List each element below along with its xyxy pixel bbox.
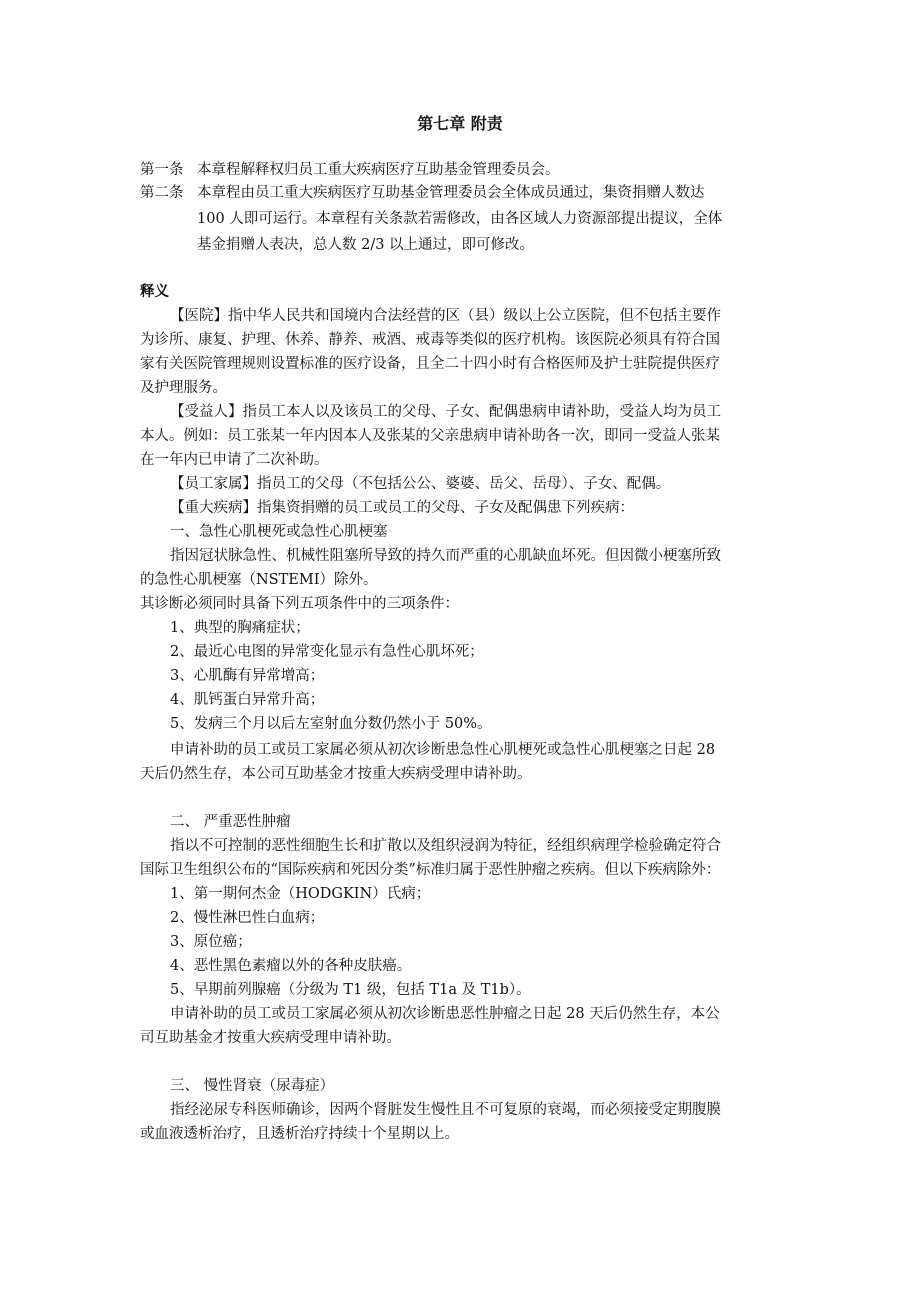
disease-3-desc-line: 或血液透析治疗，且透析治疗持续十个星期以上。 (140, 1126, 459, 1142)
major-illness-definition: 【重大疾病】指集资捐赠的员工或员工的父母、子女及配偶患下列疾病： (170, 500, 634, 516)
disease-2-desc-line: 国际卫生组织公布的“国际疾病和死因分类”标准归属于恶性肿瘤之疾病。但以下疾病除外： (140, 862, 721, 878)
disease-1-heading: 一、急性心肌梗死或急性心肌梗塞 (170, 524, 388, 540)
article-2-line: 基金捐赠人表决，总人数 2/3 以上通过，即可修改。 (197, 237, 535, 253)
disease-1-desc-line: 指因冠状脉急性、机械性阻塞所导致的持久而严重的心肌缺血坏死。但因微小梗塞所致 (170, 548, 721, 564)
article-2-line: 100 人即可运行。本章程有关条款若需修改，由各区域人力资源部提出提议，全体 (197, 211, 723, 227)
disease-2-exclusion: 2、慢性淋巴性白血病； (170, 910, 325, 926)
disease-1-note-line: 天后仍然生存，本公司互助基金才按重大疾病受理申请补助。 (140, 766, 532, 782)
family-definition: 【员工家属】指员工的父母（不包括公公、婆婆、岳父、岳母）、子女、配偶。 (170, 476, 671, 492)
disease-1-desc-line: 的急性心肌梗塞（NSTEMI）除外。 (140, 572, 378, 588)
hospital-definition-line: 家有关医院管理规则设置标准的医疗设备，且全二十四小时有合格医师及护士驻院提供医疗 (140, 356, 720, 372)
disease-2-desc-line: 指以不可控制的恶性细胞生长和扩散以及组织浸润为特征，经组织病理学检验确定符合 (170, 838, 721, 854)
disease-1-note-line: 申请补助的员工或员工家属必须从初次诊断患急性心肌梗死或急性心肌梗塞之日起 28 (170, 742, 716, 758)
beneficiary-definition-line: 【受益人】指员工本人以及该员工的父母、子女、配偶患病申请补助，受益人均为员工 (170, 404, 721, 420)
disease-1-criterion: 3、心肌酶有异常增高； (170, 668, 325, 684)
disease-2-exclusion: 3、原位癌； (170, 934, 252, 950)
hospital-definition-line: 【医院】指中华人民共和国境内合法经营的区（县）级以上公立医院，但不包括主要作 (170, 308, 721, 324)
disease-2-exclusion: 1、第一期何杰金（HODGKIN）氏病； (170, 886, 431, 902)
definitions-heading: 释义 (140, 283, 169, 300)
hospital-definition-line: 为诊所、康复、护理、休养、静养、戒酒、戒毒等类似的医疗机构。该医院必须具有符合国 (140, 332, 720, 348)
article-2-line: 本章程由员工重大疾病医疗互助基金管理委员会全体成员通过，集资捐赠人数达 (197, 185, 705, 201)
hospital-definition-line: 及护理服务。 (140, 380, 227, 396)
disease-2-exclusion: 4、恶性黑色素瘤以外的各种皮肤癌。 (170, 958, 412, 974)
article-1-label: 第一条 (140, 162, 184, 178)
disease-2-exclusion: 5、早期前列腺癌（分级为 T1 级，包括 T1a 及 T1b）。 (170, 982, 531, 998)
disease-2-heading: 二、 严重恶性肿瘤 (170, 814, 291, 830)
article-1-text: 本章程解释权归员工重大疾病医疗互助基金管理委员会。 (197, 162, 560, 178)
chapter-title: 第七章 附责 (417, 114, 503, 133)
disease-2-note-line: 申请补助的员工或员工家属必须从初次诊断患恶性肿瘤之日起 28 天后仍然生存，本公 (170, 1006, 720, 1022)
beneficiary-definition-line: 本人。例如：员工张某一年内因本人及张某的父亲患病申请补助各一次，即同一受益人张某 (140, 428, 720, 444)
disease-1-criterion: 2、最近心电图的异常变化显示有急性心肌坏死； (170, 644, 484, 660)
disease-1-criterion: 5、发病三个月以后左室射血分数仍然小于 50%。 (170, 716, 492, 732)
disease-3-desc-line: 指经泌尿专科医师确诊，因两个肾脏发生慢性且不可复原的衰竭，而必须接受定期腹膜 (170, 1102, 721, 1118)
beneficiary-definition-line: 在一年内已申请了二次补助。 (140, 452, 329, 468)
disease-1-criteria-intro: 其诊断必须同时具备下列五项条件中的三项条件： (140, 596, 459, 612)
disease-3-heading: 三、 慢性肾衰（尿毒症） (170, 1078, 335, 1094)
disease-1-criterion: 4、肌钙蛋白异常升高； (170, 692, 325, 708)
disease-1-criterion: 1、典型的胸痛症状； (170, 620, 310, 636)
article-2-label: 第二条 (140, 185, 184, 201)
disease-2-note-line: 司互助基金才按重大疾病受理申请补助。 (140, 1030, 401, 1046)
